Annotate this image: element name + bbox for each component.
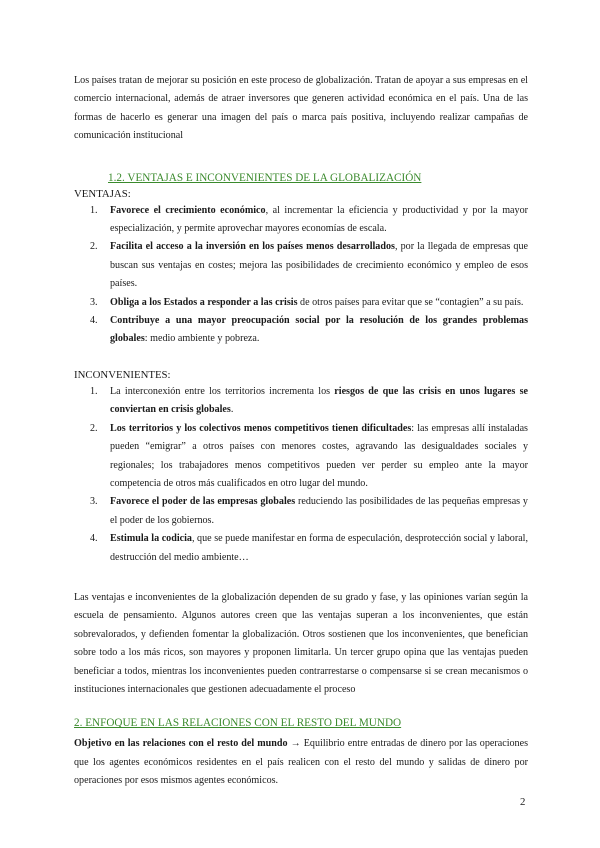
list-item-text: La interconexión entre los territorios incrementa los xyxy=(110,385,335,397)
list-item-text: , al incrementar la eficiencia y productividad y por la mayor especialización, y permite aprovechar mayores economías de escala. xyxy=(110,204,528,235)
list-item xyxy=(74,420,528,494)
list-item-text: : las empresas allí instaladas pueden “emigrar” a otros países con menores costes, agravando las desigualdades sociales y regionales; los trabajadores menos competitivos pueden ver perder su empleo ante la mayor competencia de otros más cualificados en otro lugar del mundo. xyxy=(110,422,528,489)
list-number: 1. xyxy=(90,385,98,397)
list-item-text: reduciendo las posibilidades de las pequeñas empresas y el poder de los gobiernos. xyxy=(110,496,528,526)
list-item-bold: Favorece el poder de las empresas globales xyxy=(110,496,296,508)
list-number: 3. xyxy=(90,496,98,508)
section-heading-relaciones-mundo: 2. ENFOQUE EN LAS RELACIONES CON EL RESTO DEL MUNDO xyxy=(74,717,402,730)
ventajas-list xyxy=(74,202,528,349)
list-item-bold: Facilita el acceso a la inversión en los países menos desarrollados xyxy=(110,241,395,253)
list-number: 4. xyxy=(90,315,98,327)
ventajas-label: VENTAJAS: xyxy=(74,187,131,200)
list-item-text: de otros países para evitar que se “contagien” a su país. xyxy=(297,296,524,308)
list-item-text: , por la llegada de empresas que buscan sus ventajas en costes; mejora las posibilidades de crecimiento económico y empleo de esos países. xyxy=(110,241,529,290)
list-number: 4. xyxy=(90,533,98,545)
arrow-icon: → xyxy=(290,738,301,750)
objective-bold: Objetivo en las relaciones con el resto del mundo xyxy=(74,738,288,750)
list-item-bold: riesgos de que las crisis en unos lugares se conviertan en crisis globales xyxy=(110,385,528,416)
document-page xyxy=(74,72,528,791)
list-item xyxy=(74,493,528,530)
list-item-text: : medio ambiente y pobreza. xyxy=(144,333,260,345)
list-item xyxy=(74,294,528,312)
section-heading-ventajas-inconvenientes: 1.2. VENTAJAS E INCONVENIENTES DE LA GLOBALIZACIÓN xyxy=(108,171,422,184)
objective-paragraph xyxy=(74,735,528,790)
list-item-text: . xyxy=(230,404,234,416)
list-item xyxy=(74,238,528,293)
list-item xyxy=(74,202,528,239)
objective-text: Equilibrio entre entradas de dinero por las operaciones que los agentes económicos residentes en el país realicen con el resto del mundo y salidas de dinero por operaciones por esos mismos agentes económicos. xyxy=(74,738,529,787)
list-item-text: , que se puede manifestar en forma de especulación, desprotección social y laboral, destrucción del medio ambiente… xyxy=(110,533,528,563)
list-number: 3. xyxy=(90,296,98,308)
inconvenientes-label: INCONVENIENTES: xyxy=(74,368,171,381)
list-item-bold: Obliga a los Estados a responder a las crisis xyxy=(110,296,298,308)
list-item xyxy=(74,383,528,420)
list-item xyxy=(74,530,528,567)
intro-paragraph: Los países tratan de mejorar su posición en este proceso de globalización. Tratan de apoyar a sus empresas en el comercio internacional, además de atraer inversores que generen actividad económica en el país. Una de las formas de hacerlo es generar una imagen del país o marca país positiva, incluyendo realizar campañas de comunicación institucional xyxy=(74,75,528,142)
closing-paragraph: Las ventajas e inconvenientes de la globalización dependen de su grado y fase, y las opiniones varían según la escuela de pensamiento. Algunos autores creen que las ventajas superan a los inconvenientes, que están sobrevalorados, y defienden fomentar la globalización. Otros sostienen que los inconvenientes, que benefician sobre todo a los más ricos, son mayores y proponen limitarla. Un tercer grupo opina que las ventajas pueden beneficiar a todos, mientras los inconvenientes pueden contrarrestarse o compensarse si se crean mecanismos o instituciones internacionales que gestionen adecuadamente el proceso xyxy=(74,591,528,695)
list-number: 2. xyxy=(90,422,98,434)
list-item-bold: Estimula la codicia xyxy=(110,533,192,545)
list-item xyxy=(74,312,528,349)
list-item-bold: Contribuye a una mayor preocupación social por la resolución de los grandes problemas globales xyxy=(110,315,528,345)
list-item-bold: Favorece el crecimiento económico xyxy=(110,204,266,216)
list-item-bold: Los territorios y los colectivos menos competitivos tienen dificultades xyxy=(110,422,412,434)
list-number: 2. xyxy=(90,241,98,253)
list-number: 1. xyxy=(90,204,98,216)
page-number: 2 xyxy=(520,796,526,808)
inconvenientes-list xyxy=(74,383,528,567)
